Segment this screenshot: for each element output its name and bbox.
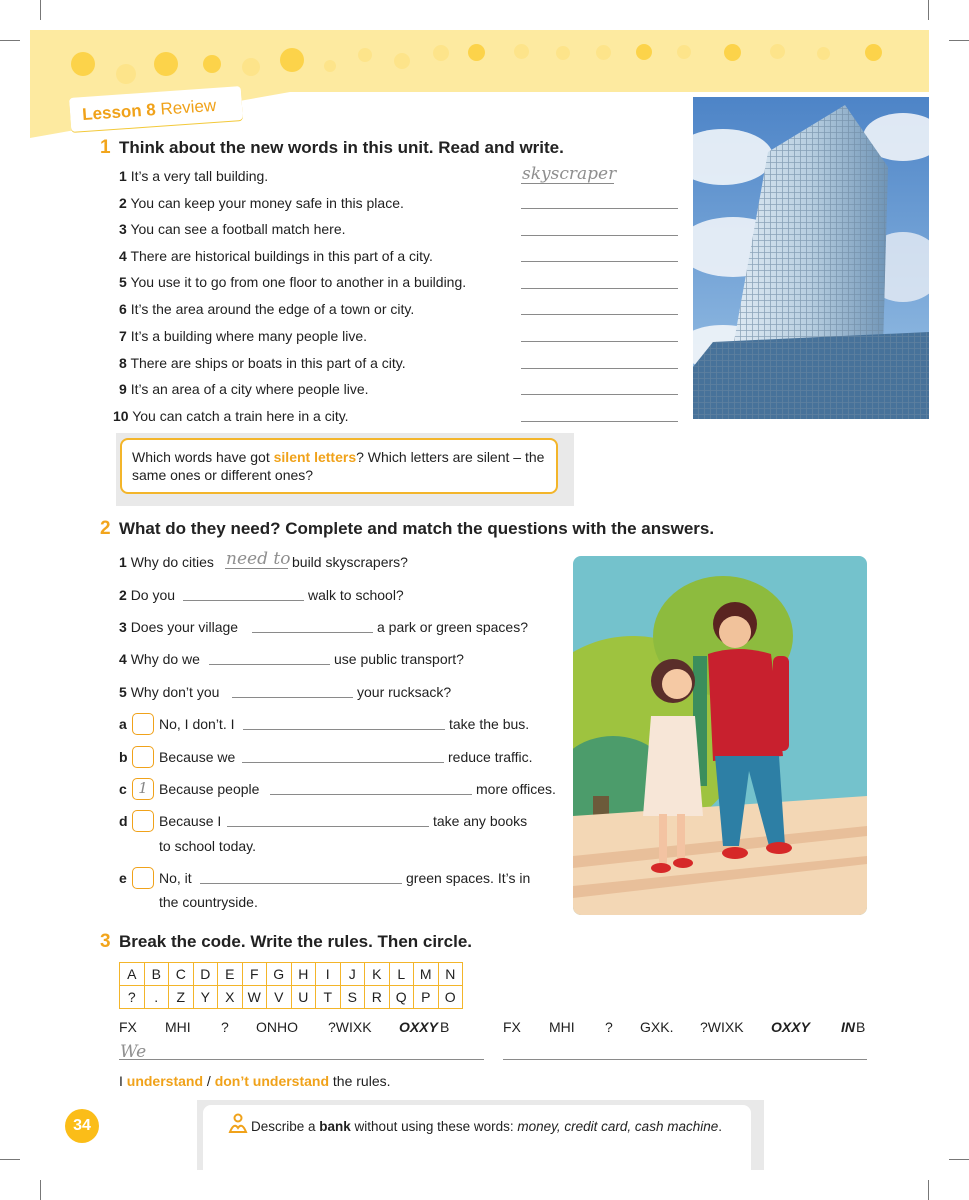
answer-letter: d: [119, 813, 128, 829]
answer-line[interactable]: [243, 729, 445, 730]
code-cell: Z: [169, 986, 194, 1009]
answer-item: Because people: [159, 781, 260, 797]
code-cell: V: [267, 986, 292, 1009]
exercise-3-number: 3: [100, 931, 111, 952]
code-cell: L: [389, 963, 414, 986]
answer-continuation: the countryside.: [159, 894, 258, 910]
question-tail: use public transport?: [334, 651, 464, 667]
smiley-icon: [556, 46, 570, 60]
answer-line[interactable]: [521, 235, 678, 236]
list-item: 1 It’s a very tall building.: [119, 168, 269, 184]
circle-sentence: I understand / don’t understand the rules.: [119, 1073, 391, 1089]
answer-line[interactable]: [521, 394, 678, 395]
answer-item: No, it: [159, 870, 192, 886]
question-item: 2 Do you: [119, 587, 176, 603]
code-cell: N: [438, 963, 463, 986]
answer-line[interactable]: [521, 368, 678, 369]
code-cell: E: [218, 963, 243, 986]
code-cell: ?: [120, 986, 145, 1009]
answer-line[interactable]: [209, 664, 330, 665]
code-cell: S: [340, 986, 365, 1009]
question-tail: walk to school?: [308, 587, 404, 603]
answer-letter: c: [119, 781, 127, 797]
code-word: GXK.: [640, 1019, 674, 1035]
smiley-icon: [865, 44, 882, 61]
list-item: 10 You can catch a train here in a city.: [113, 408, 349, 424]
code-table: [119, 962, 463, 1009]
match-box[interactable]: [132, 867, 154, 889]
crop-mark: [0, 1159, 20, 1160]
code-cell: I: [316, 963, 341, 986]
smiley-icon: [324, 60, 336, 72]
answer-letter: b: [119, 749, 128, 765]
code-word: MHI: [549, 1019, 575, 1035]
smiley-icon: [817, 47, 830, 60]
skyscraper-photo: [693, 97, 929, 419]
question-item: 1 Why do cities: [119, 554, 214, 570]
smiley-icon: [358, 48, 372, 62]
pair-work-icon: [227, 1113, 249, 1135]
crop-mark: [40, 1180, 41, 1200]
code-cell: W: [242, 986, 267, 1009]
crop-mark: [928, 1180, 929, 1200]
code-row-symbols: [120, 986, 463, 1009]
code-cell: Y: [193, 986, 218, 1009]
answer-tail: green spaces. It’s in: [406, 870, 531, 886]
crop-mark: [0, 40, 20, 41]
smiley-icon: [514, 44, 529, 59]
code-cell: D: [193, 963, 218, 986]
code-cell: H: [291, 963, 316, 986]
list-item: 3 You can see a football match here.: [119, 221, 346, 237]
answer-text: We: [120, 1042, 147, 1062]
answer-line[interactable]: [225, 568, 288, 569]
answer-line[interactable]: [521, 183, 614, 184]
question-tail: a park or green spaces?: [377, 619, 528, 635]
circle-option-dont-understand[interactable]: don’t understand: [214, 1073, 330, 1089]
page-number: 34: [65, 1109, 99, 1143]
code-row-letters: [120, 963, 463, 986]
children-illustration: [573, 556, 867, 915]
smiley-icon: [724, 44, 741, 61]
list-item: 8 There are ships or boats in this part of a city.: [119, 355, 406, 371]
match-box[interactable]: [132, 810, 154, 832]
code-word: B: [440, 1019, 450, 1035]
exercise-1-number: 1: [100, 137, 111, 158]
answer-item: Because I: [159, 813, 222, 829]
code-word: FX: [503, 1019, 521, 1035]
list-item: 7 It’s a building where many people live.: [119, 328, 368, 344]
code-cell: O: [438, 986, 463, 1009]
smiley-icon: [203, 55, 221, 73]
list-item: 4 There are historical buildings in this part of a city.: [119, 248, 433, 264]
match-box[interactable]: [132, 746, 154, 768]
list-item: 6 It’s the area around the edge of a town or city.: [119, 301, 415, 317]
exercise-2-heading: What do they need? Complete and match the questions with the answers.: [119, 519, 715, 538]
smiley-icon: [242, 58, 260, 76]
code-word: MHI: [165, 1019, 191, 1035]
crop-mark: [949, 1159, 969, 1160]
question-item: 4 Why do we: [119, 651, 200, 667]
code-word: ONHO: [256, 1019, 298, 1035]
answer-line[interactable]: [200, 883, 402, 884]
answer-continuation: to school today.: [159, 838, 257, 854]
code-cell: R: [365, 986, 390, 1009]
answer-line[interactable]: [521, 261, 678, 262]
code-cell: U: [291, 986, 316, 1009]
answer-line[interactable]: [521, 314, 678, 315]
match-box[interactable]: 1: [132, 778, 154, 800]
answer-line[interactable]: [270, 794, 472, 795]
answer-text: skyscraper: [522, 164, 617, 184]
answer-item: Because we: [159, 749, 236, 765]
smiley-icon: [770, 44, 785, 59]
answer-letter: a: [119, 716, 127, 732]
exercise-2-number: 2: [100, 518, 111, 539]
smiley-icon: [677, 45, 691, 59]
crop-mark: [928, 0, 929, 20]
smiley-icon: [280, 48, 304, 72]
smiley-icon: [468, 44, 485, 61]
question-tail: your rucksack?: [357, 684, 452, 700]
question-item: 3 Does your village: [119, 619, 239, 635]
list-item: 5 You use it to go from one floor to another in a building.: [119, 274, 467, 290]
smiley-icon: [154, 52, 178, 76]
answer-tail: reduce traffic.: [448, 749, 533, 765]
smiley-icon: [116, 64, 136, 84]
code-cell: X: [218, 986, 243, 1009]
code-word: ?WIXK: [328, 1019, 372, 1035]
answer-tail: more offices.: [476, 781, 556, 797]
code-cell: G: [267, 963, 292, 986]
answer-line[interactable]: [119, 1059, 484, 1060]
code-word: ?: [605, 1019, 613, 1035]
silent-letters-callout: Which words have got silent letters? Which letters are silent – the same ones or different ones?: [120, 438, 558, 494]
code-cell: C: [169, 963, 194, 986]
question-tail: build skyscrapers?: [292, 554, 408, 570]
tip-box: Describe a bank without using these words: money, credit card, cash machine.: [203, 1105, 751, 1170]
answer-line[interactable]: [521, 208, 678, 209]
lesson-label: Lesson 8: [81, 100, 157, 125]
answer-line[interactable]: [227, 826, 429, 827]
code-word: ?: [221, 1019, 229, 1035]
answer-line[interactable]: [521, 288, 678, 289]
smiley-icon: [71, 52, 95, 76]
answer-line[interactable]: [503, 1059, 867, 1060]
smiley-icon: [394, 53, 410, 69]
answer-tail: take the bus.: [449, 716, 530, 732]
list-item: 9 It’s an area of a city where people live.: [119, 381, 369, 397]
code-cell: A: [120, 963, 145, 986]
answer-text: need to: [226, 549, 291, 569]
smiley-icon: [433, 45, 449, 61]
code-cell: T: [316, 986, 341, 1009]
code-cell: K: [365, 963, 390, 986]
code-cell: F: [242, 963, 267, 986]
answer-line[interactable]: [242, 762, 444, 763]
code-cell: .: [144, 986, 169, 1009]
code-cell: J: [340, 963, 365, 986]
answer-letter: e: [119, 870, 127, 886]
code-word: OXXY: [399, 1019, 438, 1035]
exercise-1-heading: Think about the new words in this unit. Read and write.: [119, 138, 564, 157]
answer-line[interactable]: [521, 421, 678, 422]
circle-option-understand[interactable]: understand: [126, 1073, 204, 1089]
code-word: IN: [841, 1019, 855, 1035]
smiley-icon: [636, 44, 652, 60]
code-word: B: [856, 1019, 866, 1035]
answer-line[interactable]: [521, 341, 678, 342]
question-item: 5 Why don’t you: [119, 684, 220, 700]
match-box[interactable]: [132, 713, 154, 735]
code-word: FX: [119, 1019, 137, 1035]
list-item: 2 You can keep your money safe in this place.: [119, 195, 404, 211]
answer-line[interactable]: [183, 600, 304, 601]
answer-line[interactable]: [252, 632, 373, 633]
code-cell: Q: [389, 986, 414, 1009]
code-word: OXXY: [771, 1019, 810, 1035]
code-cell: M: [414, 963, 439, 986]
answer-tail: take any books: [433, 813, 528, 829]
smiley-icon: [596, 45, 611, 60]
review-label: Review: [159, 95, 217, 119]
code-word: ?WIXK: [700, 1019, 744, 1035]
answer-item: No, I don’t. I: [159, 716, 235, 732]
exercise-3-heading: Break the code. Write the rules. Then circle.: [119, 932, 473, 951]
code-cell: P: [414, 986, 439, 1009]
crop-mark: [40, 0, 41, 20]
crop-mark: [949, 40, 969, 41]
answer-line[interactable]: [232, 697, 353, 698]
code-cell: B: [144, 963, 169, 986]
